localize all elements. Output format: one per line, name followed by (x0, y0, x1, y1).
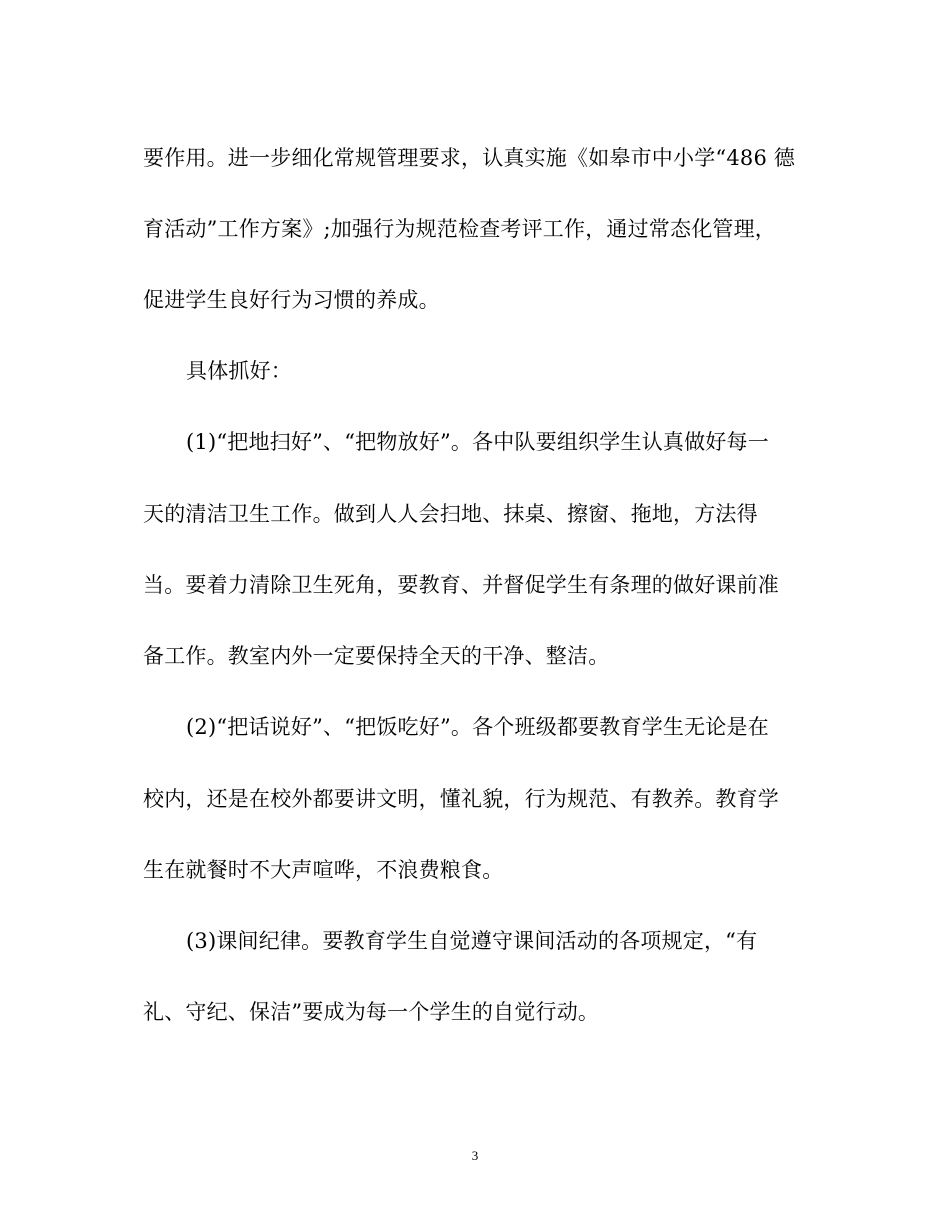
text-line-5: (1)“把地扫好”、“把物放好”。各中队要组织学生认真做好每一 (186, 430, 769, 454)
text-line-6: 天的清洁卫生工作。做到人人会扫地、抹桌、擦窗、拖地，方法得 (143, 502, 758, 526)
text-line-8: 备工作。教室内外一定要保持全天的干净、整洁。 (143, 644, 610, 668)
text-line-1: 要作用。进一步细化常规管理要求，认真实施《如皋市中小学“486 德 (143, 146, 796, 170)
text-line-7: 当。要着力清除卫生死角，要教育、并督促学生有条理的做好课前准 (143, 573, 779, 597)
text-line-3: 促进学生良好行为习惯的养成。 (143, 288, 440, 312)
page-number: 3 (471, 1148, 479, 1163)
text-line-13: 礼、守纪、保洁”要成为每一个学生的自觉行动。 (143, 1000, 600, 1024)
text-line-12: (3)课间纪律。要教育学生自觉遵守课间活动的各项规定，“有 (186, 929, 758, 953)
text-line-9: (2)“把话说好”、“把饭吃好”。各个班级都要教育学生无论是在 (186, 715, 769, 739)
text-line-10: 校内，还是在校外都要讲文明，懂礼貌，行为规范、有教养。教育学 (143, 787, 779, 811)
text-line-4: 具体抓好： (186, 359, 292, 383)
text-line-2: 育活动”工作方案》;加强行为规范检查考评工作，通过常态化管理， (143, 217, 777, 241)
text-line-11: 生在就餐时不大声喧哗，不浪费粮食。 (143, 858, 504, 882)
